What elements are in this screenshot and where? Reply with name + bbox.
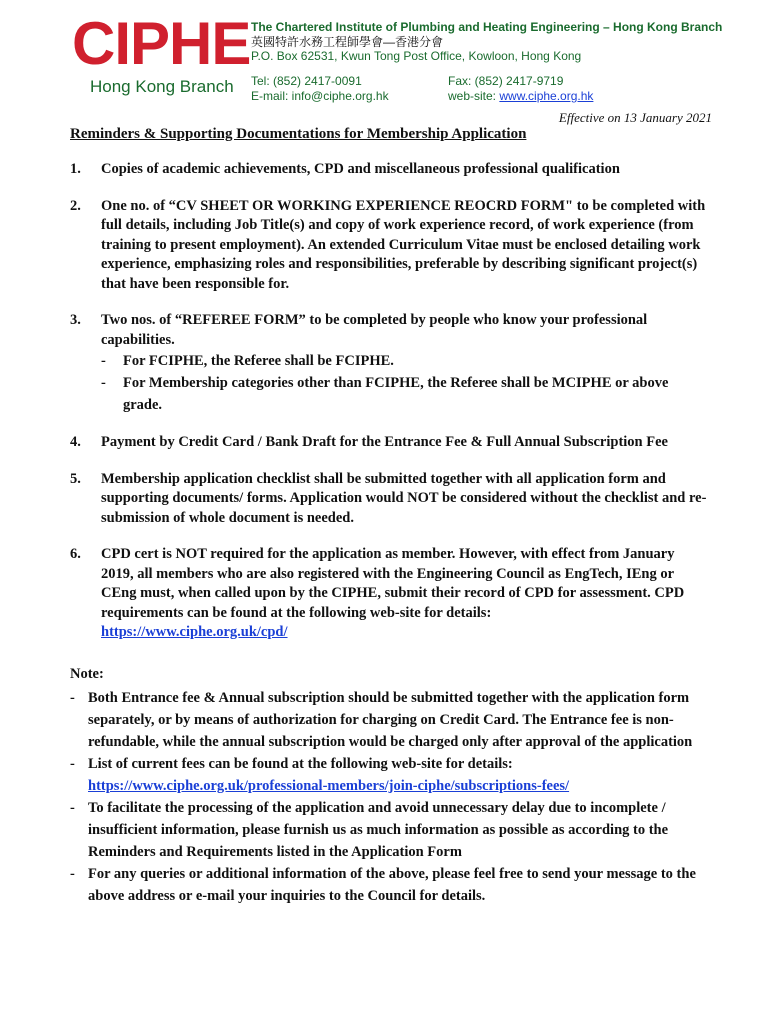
note-item <box>70 687 710 753</box>
item-number: 1. <box>70 161 81 177</box>
website-link[interactable]: www.ciphe.org.hk <box>499 88 594 103</box>
email: E-mail: info@ciphe.org.hk <box>251 88 389 103</box>
note-item <box>70 797 710 863</box>
item-number: 3. <box>70 312 81 328</box>
document-title: Reminders & Supporting Documentations for Membership Application <box>70 126 527 142</box>
sub-item-text: For Membership categories other than FCIPHE, the Referee shall be MCIPHE or above grade. <box>123 375 669 413</box>
org-name: The Chartered Institute of Plumbing and Heating Engineering – Hong Kong Branch <box>251 20 723 34</box>
dash: - <box>70 756 75 772</box>
item-text: CPD cert is NOT required for the application as member. However, with effect from January 2019, all members who are also registered with the Engineering Council as EngTech, IEng or CEng must, when called upon by the CIPHE, submit their record of CPD for assessment. CPD requirements can be found at the following web-site for details: <box>101 546 685 621</box>
note-text: For any queries or additional information of the above, please feel free to send your message to the above address or e-mail your inquiries to the Council for details. <box>88 866 696 904</box>
dash: - <box>70 866 75 882</box>
list-item <box>70 433 710 453</box>
list-item <box>70 311 710 416</box>
document-body <box>70 160 710 907</box>
item-text: Two nos. of “REFEREE FORM” to be completed by people who know your professional capabilities. <box>101 312 648 348</box>
sub-item <box>101 372 710 416</box>
item-text: Membership application checklist shall be submitted together with all application form and supporting documents/ forms. Application would NOT be considered without the checklist and re-submission of whole document is needed. <box>101 470 707 526</box>
website-label: web-site: <box>448 88 500 103</box>
dash: - <box>70 690 75 706</box>
item-number: 4. <box>70 434 81 450</box>
org-name-chinese: 英國特許水務工程師學會—香港分會 <box>251 34 444 49</box>
note-text: List of current fees can be found at the following web-site for details: <box>88 756 513 772</box>
note-text: To facilitate the processing of the application and avoid unnecessary delay due to incomplete / insufficient information, please furnish us as much information as possible as according to the Reminders and Requirements listed in the Application Form <box>88 800 669 860</box>
list-item <box>70 470 710 529</box>
sub-item-text: For FCIPHE, the Referee shall be FCIPHE. <box>123 353 394 369</box>
tel: Tel: (852) 2417-0091 <box>251 74 362 88</box>
website <box>448 89 593 104</box>
effective-date: Effective on 13 January 2021 <box>558 110 712 125</box>
note-text: Both Entrance fee & Annual subscription should be submitted together with the application form separately, or by means of authorization for charging on Credit Card. The Entrance fee is non-refundable, while the annual subscription would be charged only after approval of the application <box>88 690 693 750</box>
note-item <box>70 753 710 797</box>
dash: - <box>101 375 106 391</box>
dash: - <box>70 800 75 816</box>
item-number: 6. <box>70 546 81 562</box>
sub-item <box>101 350 710 372</box>
fees-link[interactable]: https://www.ciphe.org.uk/professional-members/join-ciphe/subscriptions-fees/ <box>88 778 570 794</box>
item-text: Copies of academic achievements, CPD and miscellaneous professional qualification <box>101 161 620 177</box>
fax: Fax: (852) 2417-9719 <box>448 74 564 88</box>
cpd-link[interactable]: https://www.ciphe.org.uk/cpd/ <box>101 624 288 640</box>
org-address: P.O. Box 62531, Kwun Tong Post Office, Kowloon, Hong Kong <box>251 49 582 63</box>
item-text: One no. of “CV SHEET OR WORKING EXPERIENCE REOCRD FORM" to be completed with full details, including Job Title(s) and copy of work experience record, of work experience (from training to present employment). An extended Curriculum Vitae must be enclosed detailing work experience, emphasizing roles and responsibilities, preferable by describing significant project(s) that have been responsible for. <box>101 197 706 292</box>
letterhead <box>0 0 768 110</box>
dash: - <box>101 353 106 369</box>
contact-right <box>448 74 593 103</box>
item-text: Payment by Credit Card / Bank Draft for the Entrance Fee & Full Annual Subscription Fee <box>101 434 668 450</box>
note-heading: Note: <box>70 665 104 682</box>
ciphe-logo: CIPHE <box>72 10 251 77</box>
item-number: 2. <box>70 197 81 214</box>
logo-subtitle: Hong Kong Branch <box>90 77 234 96</box>
list-item <box>70 160 710 180</box>
org-info <box>251 20 722 64</box>
note-item <box>70 863 710 907</box>
list-item <box>70 197 710 295</box>
item-number: 5. <box>70 470 81 487</box>
list-item <box>70 545 710 643</box>
contact-left <box>251 74 389 103</box>
